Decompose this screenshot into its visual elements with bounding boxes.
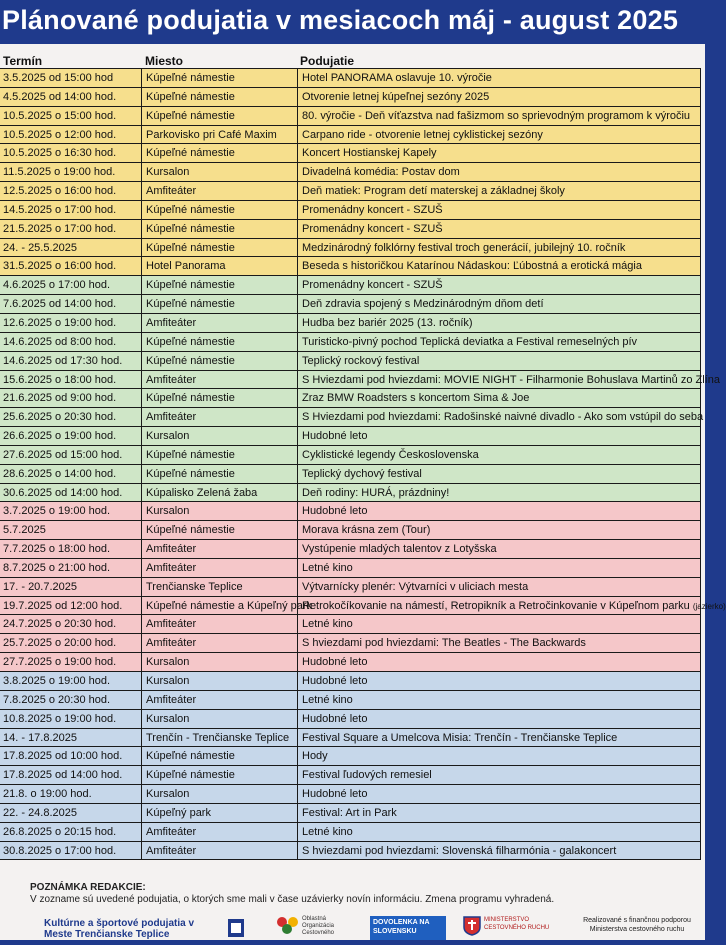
table-row	[0, 352, 701, 371]
table-row	[0, 597, 726, 616]
cell-place: Amfiteáter	[142, 371, 298, 389]
cell-event	[298, 352, 701, 370]
cell-place: Kúpeľné námestie	[142, 747, 298, 765]
cell-place: Kursalon	[142, 672, 298, 690]
event-text: Hody	[302, 750, 328, 763]
table-row	[0, 333, 701, 352]
table-row	[0, 88, 701, 107]
event-text: Festival Square a Umelcova Misia: Trenčín - Trenčianske Teplice	[302, 731, 618, 744]
cell-event	[298, 257, 701, 275]
cell-date: 14.6.2025 od 8:00 hod.	[0, 333, 142, 351]
cell-date: 3.8.2025 o 19:00 hod.	[0, 672, 142, 690]
event-text: Letné kino	[302, 561, 353, 574]
table-row	[0, 239, 701, 258]
cell-date: 24.7.2025 o 20:30 hod.	[0, 615, 142, 633]
event-text: Deň rodiny: HURÁ, prázdniny!	[302, 486, 450, 499]
cell-place: Amfiteáter	[142, 559, 298, 577]
event-text: Letné kino	[302, 618, 353, 631]
oocr-icon	[276, 916, 300, 934]
event-text: Hudobné leto	[302, 675, 368, 687]
event-text: Hudobné leto	[302, 712, 368, 725]
cell-place: Kúpeľné námestie	[142, 144, 298, 162]
cell-place: Kúpeľné námestie	[142, 766, 298, 784]
event-text: Koncert Hostianskej Kapely	[302, 147, 437, 160]
cell-place: Kúpeľné námestie	[142, 521, 298, 539]
table-row	[0, 653, 701, 672]
cell-event	[298, 823, 701, 841]
editor-note-title: POZNÁMKA REDAKCIE:	[30, 882, 146, 893]
cell-date: 7.7.2025 o 18:00 hod.	[0, 540, 142, 558]
cell-date: 3.5.2025 od 15:00 hod	[0, 69, 142, 87]
cell-place: Kúpeľné námestie	[142, 276, 298, 294]
cell-event	[298, 427, 701, 445]
cell-place: Kúpeľné námestie	[142, 107, 298, 125]
cell-date: 30.8.2025 o 17:00 hod.	[0, 842, 142, 860]
financing-note: Realizované s finančnou podporou Ministerstva cestovného ruchu	[583, 917, 691, 933]
table-row	[0, 295, 701, 314]
event-text: S Hviezdami pod hviezdami: Radošinské naivné divadlo - Ako som vstúpil do seba	[302, 411, 704, 424]
event-text: Carpano ride - otvorenie letnej cyklistickej sezóny	[302, 128, 543, 141]
cell-place: Kursalon	[142, 710, 298, 728]
header-miesto: Miesto	[145, 54, 184, 68]
page-title: Plánované podujatia v mesiacoch máj - august 2025	[2, 5, 679, 35]
event-text: Morava krásna zem (Tour)	[302, 524, 431, 537]
cell-date: 27.6.2025 od 15:00 hod.	[0, 446, 142, 464]
event-text: Výtvarnícky plenér: Výtvarníci v uliciach mesta	[302, 580, 529, 593]
event-text: Festival ľudových remesiel	[302, 769, 432, 782]
cell-event	[298, 295, 701, 313]
cell-place: Kursalon	[142, 163, 298, 181]
cell-event	[298, 653, 701, 671]
cell-place: Kúpeľné námestie	[142, 88, 298, 106]
table-row	[0, 257, 701, 276]
cell-date: 17.8.2025 od 14:00 hod.	[0, 766, 142, 784]
cell-date: 26.8.2025 o 20:15 hod.	[0, 823, 142, 841]
table-row	[0, 521, 701, 540]
event-text: Divadelná komédia: Postav dom	[302, 166, 460, 179]
cell-place: Kursalon	[142, 427, 298, 445]
table-row	[0, 427, 701, 446]
cell-date: 25.7.2025 o 20:00 hod.	[0, 634, 142, 652]
town-logo	[222, 916, 256, 940]
ministry-text: MINISTERSTVO CESTOVNÉHO RUCHU	[484, 917, 550, 931]
table-row	[0, 408, 704, 427]
cell-place: Amfiteáter	[142, 540, 298, 558]
event-text: S Hviezdami pod hviezdami: MOVIE NIGHT - Filharmonie Bohuslava Martinů zo Zlína	[302, 373, 720, 386]
cell-date: 7.8.2025 o 20:30 hod.	[0, 691, 142, 709]
cell-event	[298, 747, 701, 765]
event-text: Cyklistické legendy Československa	[302, 448, 479, 461]
event-text: Letné kino	[302, 693, 353, 706]
cell-event	[298, 578, 701, 596]
cell-event	[298, 729, 701, 747]
table-row	[0, 672, 701, 691]
cell-date: 17.8.2025 od 10:00 hod.	[0, 747, 142, 765]
cell-place: Kúpeľné námestie a Kúpeľný park	[142, 597, 298, 615]
cell-date: 4.5.2025 od 14:00 hod.	[0, 88, 142, 106]
cell-date: 19.7.2025 od 12:00 hod.	[0, 597, 142, 615]
oocr-logo	[276, 916, 356, 940]
cell-date: 12.5.2025 o 16:00 hod.	[0, 182, 142, 200]
cell-event	[298, 69, 701, 87]
event-text: Teplický dychový festival	[302, 467, 422, 480]
cell-event	[298, 276, 701, 294]
table-row	[0, 69, 701, 88]
event-text: Zraz BMW Roadsters s koncertom Sima & Joe	[302, 392, 530, 405]
dovolenka-logo: DOVOLENKA NA SLOVENSKU	[370, 916, 446, 940]
header-podujatie: Podujatie	[300, 54, 355, 68]
table-row	[0, 314, 701, 333]
table-row	[0, 220, 701, 239]
cell-place: Amfiteáter	[142, 823, 298, 841]
cell-event	[298, 710, 701, 728]
cell-event	[298, 484, 701, 502]
cell-event	[298, 766, 701, 784]
cell-place: Kúpeľný park	[142, 804, 298, 822]
event-text: Beseda s historičkou Katarínou Nádaskou: Ľúbostná a erotická mágia	[302, 260, 642, 273]
event-note: (jazierko)	[692, 601, 726, 611]
cell-date: 14. - 17.8.2025	[0, 729, 142, 747]
cell-place: Amfiteáter	[142, 634, 298, 652]
event-text: Hudobné leto	[302, 430, 368, 443]
cell-date: 7.6.2025 od 14:00 hod.	[0, 295, 142, 313]
cell-event	[298, 408, 704, 426]
cell-date: 12.6.2025 o 19:00 hod.	[0, 314, 142, 332]
cell-place: Amfiteáter	[142, 314, 298, 332]
event-text: Deň matiek: Program detí materskej a základnej školy	[302, 185, 565, 198]
event-text: S hviezdami pod hviezdami: Slovenská filharmónia - galakoncert	[302, 844, 617, 857]
table-row	[0, 842, 701, 861]
table-row	[0, 804, 701, 823]
cell-event	[298, 691, 701, 709]
cell-event	[298, 144, 701, 162]
table-row	[0, 107, 701, 126]
cell-date: 4.6.2025 o 17:00 hod.	[0, 276, 142, 294]
cell-date: 26.6.2025 o 19:00 hod.	[0, 427, 142, 445]
cell-event	[298, 540, 701, 558]
cell-date: 5.7.2025	[0, 521, 142, 539]
cell-date: 10.5.2025 o 16:30 hod.	[0, 144, 142, 162]
cell-place: Kúpeľné námestie	[142, 201, 298, 219]
cell-date: 30.6.2025 od 14:00 hod.	[0, 484, 142, 502]
event-text: Vystúpenie mladých talentov z Lotyšska	[302, 543, 497, 556]
cell-event	[298, 163, 701, 181]
cell-date: 25.6.2025 o 20:30 hod.	[0, 408, 142, 426]
cell-date: 10.5.2025 o 15:00 hod.	[0, 107, 142, 125]
cell-event	[298, 314, 701, 332]
cell-event	[298, 559, 701, 577]
cell-place: Kúpeľné námestie	[142, 333, 298, 351]
cell-date: 24. - 25.5.2025	[0, 239, 142, 257]
cell-place: Kúpeľné námestie	[142, 239, 298, 257]
event-text: Letné kino	[302, 825, 353, 838]
table-row	[0, 201, 701, 220]
table-row	[0, 502, 701, 521]
editor-note-text: V zozname sú uvedené podujatia, o ktorých sme mali v čase uzávierky novín informáciu. Zmena programu vyhradená.	[30, 894, 555, 905]
table-row	[0, 615, 701, 634]
table-row	[0, 729, 701, 748]
cell-event	[298, 804, 701, 822]
cell-date: 10.8.2025 o 19:00 hod.	[0, 710, 142, 728]
table-row	[0, 578, 701, 597]
cell-place: Kúpeľné námestie	[142, 295, 298, 313]
cell-event	[298, 182, 701, 200]
event-text: Hotel PANORAMA oslavuje 10. výročie	[302, 72, 492, 84]
cell-place: Trenčín - Trenčianske Teplice	[142, 729, 298, 747]
event-text: Hudobné leto	[302, 656, 368, 669]
event-text: Otvorenie letnej kúpeľnej sezóny 2025	[302, 90, 490, 103]
table-row	[0, 446, 701, 465]
event-text: Promenádny koncert - SZUŠ	[302, 222, 443, 235]
cell-place: Kursalon	[142, 502, 298, 520]
cell-place: Amfiteáter	[142, 182, 298, 200]
event-text: Promenádny koncert - SZUŠ	[302, 279, 443, 292]
cell-event	[298, 371, 720, 389]
cell-place: Kúpeľné námestie	[142, 69, 298, 87]
cell-event	[298, 502, 701, 520]
cell-event	[298, 220, 701, 238]
town-crest-icon	[222, 916, 256, 940]
event-text: Promenádny koncert - SZUŠ	[302, 203, 443, 216]
cell-event	[298, 88, 701, 106]
cell-place: Amfiteáter	[142, 691, 298, 709]
cell-event	[298, 842, 701, 860]
event-text: Hudobné leto	[302, 505, 368, 518]
table-row	[0, 766, 701, 785]
event-text: S hviezdami pod hviezdami: The Beatles - The Backwards	[302, 637, 586, 650]
cell-date: 22. - 24.8.2025	[0, 804, 142, 822]
oocr-text: Oblastná Organizácia Cestovného	[302, 916, 335, 936]
cell-event	[298, 201, 701, 219]
cell-event	[298, 785, 701, 803]
event-text: Deň zdravia spojený s Medzinárodným dňom detí	[302, 298, 544, 311]
cell-place: Kúpeľné námestie	[142, 465, 298, 483]
event-text: Medzinárodný folklórny festival troch generácií, jubilejný 10. ročník	[302, 241, 626, 254]
cell-place: Kúpalisko Zelená žaba	[142, 484, 298, 502]
event-text: Hudobné leto	[302, 788, 368, 801]
slovak-coat-of-arms-icon	[463, 916, 481, 936]
cell-event	[298, 126, 701, 144]
cell-event	[298, 333, 701, 351]
cell-event	[298, 521, 701, 539]
table-row	[0, 389, 701, 408]
table-row	[0, 276, 701, 295]
footer	[0, 912, 705, 940]
cell-date: 8.7.2025 o 21:00 hod.	[0, 559, 142, 577]
cell-event	[298, 389, 701, 407]
ministry-logo	[463, 916, 563, 940]
cell-date: 14.5.2025 o 17:00 hod.	[0, 201, 142, 219]
cell-place: Amfiteáter	[142, 615, 298, 633]
cell-date: 21.8. o 19:00 hod.	[0, 785, 142, 803]
table-row	[0, 484, 701, 503]
table-row	[0, 182, 701, 201]
event-text: Festival: Art in Park	[302, 806, 397, 819]
event-text: Turisticko-pivný pochod Teplická deviatka a Festival remeselných pív	[302, 335, 638, 348]
cell-place: Kúpeľné námestie	[142, 389, 298, 407]
table-row	[0, 465, 701, 484]
table-row	[0, 559, 701, 578]
table-row	[0, 691, 701, 710]
cell-event	[298, 107, 701, 125]
cell-event	[298, 672, 701, 690]
cell-place: Amfiteáter	[142, 842, 298, 860]
cell-date: 10.5.2025 o 12:00 hod.	[0, 126, 142, 144]
cell-date: 21.6.2025 od 9:00 hod.	[0, 389, 142, 407]
cell-date: 31.5.2025 o 16:00 hod.	[0, 257, 142, 275]
event-text: Retrokočíkovanie na námestí, Retropikník a Retročinkovanie v Kúpeľnom parku	[302, 599, 690, 612]
cell-event	[298, 465, 701, 483]
cell-place: Trenčianske Teplice	[142, 578, 298, 596]
cell-date: 14.6.2025 od 17:30 hod.	[0, 352, 142, 370]
header-termin: Termín	[3, 54, 43, 68]
cell-place: Kúpeľné námestie	[142, 446, 298, 464]
table-row	[0, 634, 701, 653]
events-table	[0, 68, 726, 860]
cell-date: 17. - 20.7.2025	[0, 578, 142, 596]
table-row	[0, 747, 701, 766]
table-row	[0, 126, 701, 145]
event-text: Teplický rockový festival	[302, 354, 420, 367]
table-row	[0, 540, 701, 559]
cell-event	[298, 597, 726, 615]
cell-event	[298, 634, 701, 652]
table-row	[0, 823, 701, 842]
cell-event	[298, 615, 701, 633]
cell-place: Amfiteáter	[142, 408, 298, 426]
event-text: Hudba bez bariér 2025 (13. ročník)	[302, 316, 473, 329]
cell-place: Kursalon	[142, 653, 298, 671]
cell-date: 15.6.2025 o 18:00 hod.	[0, 371, 142, 389]
event-text: 80. výročie - Deň víťazstva nad fašizmom so sprievodným programom k výročiu	[302, 109, 691, 122]
cell-place: Hotel Panorama	[142, 257, 298, 275]
table-header	[0, 52, 700, 69]
table-row	[0, 163, 701, 182]
cell-place: Kursalon	[142, 785, 298, 803]
table-row	[0, 144, 701, 163]
table-row	[0, 785, 701, 804]
cell-place: Kúpeľné námestie	[142, 220, 298, 238]
cell-date: 28.6.2025 o 14:00 hod.	[0, 465, 142, 483]
cell-place: Kúpeľné námestie	[142, 352, 298, 370]
table-row	[0, 710, 701, 729]
cell-place: Parkovisko pri Café Maxim	[142, 126, 298, 144]
cell-date: 3.7.2025 o 19:00 hod.	[0, 502, 142, 520]
table-row	[0, 371, 720, 390]
schedule-sheet	[0, 44, 726, 940]
cell-event	[298, 446, 701, 464]
cell-event	[298, 239, 701, 257]
editor-note	[30, 882, 700, 906]
footer-label: Kultúrne a športové podujatia v Meste Trenčianske Teplice	[44, 918, 195, 940]
cell-date: 11.5.2025 o 19:00 hod.	[0, 163, 142, 181]
cell-date: 21.5.2025 o 17:00 hod.	[0, 220, 142, 238]
cell-date: 27.7.2025 o 19:00 hod.	[0, 653, 142, 671]
